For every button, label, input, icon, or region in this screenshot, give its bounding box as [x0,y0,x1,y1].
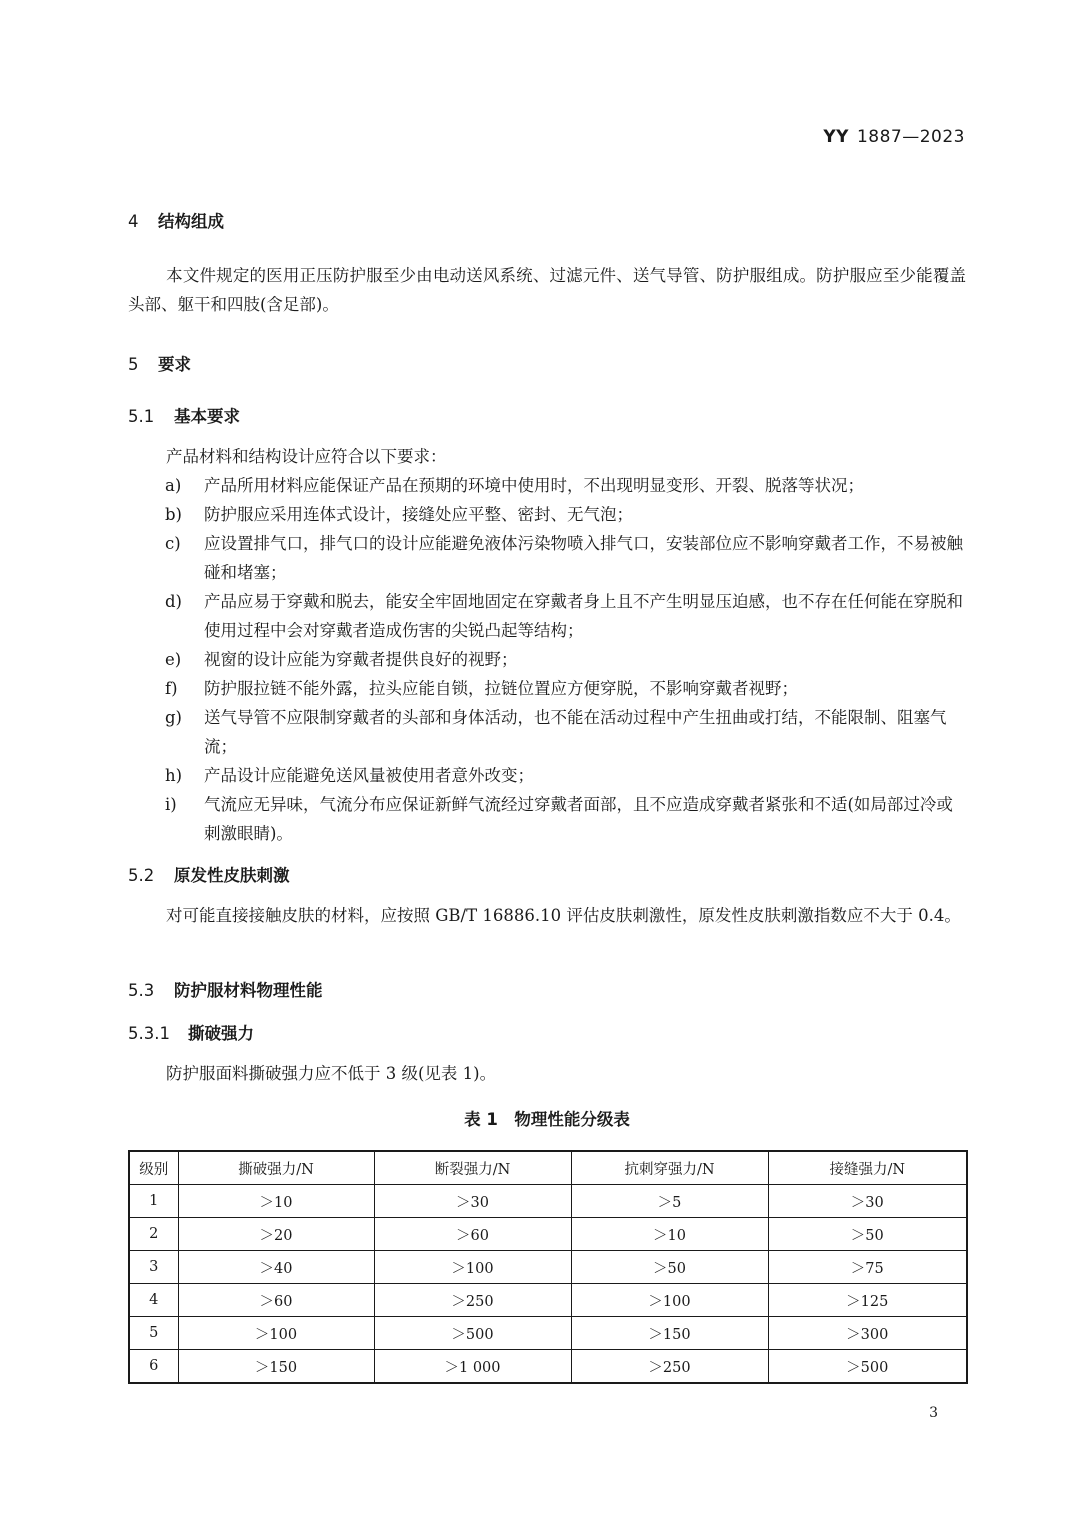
table-cell: ＞30 [768,1185,967,1218]
section-5-3-1-paragraph: 防护服面料撕破强力应不低于 3 级(见表 1)。 [166,1064,497,1083]
table-cell: ＞150 [571,1317,768,1350]
table-cell: ＞300 [768,1317,967,1350]
table-cell: 5 [129,1317,178,1350]
table-cell: ＞250 [571,1350,768,1384]
list-item: b) 防护服应采用连体式设计，接缝处应平整、密封、无气泡； [165,505,633,524]
table-cell: ＞75 [768,1251,967,1284]
column-header: 撕破强力/N [178,1151,374,1185]
list-item: e) 视窗的设计应能为穿戴者提供良好的视野； [165,650,518,669]
table-cell: ＞500 [768,1350,967,1384]
table-cell: ＞50 [768,1218,967,1251]
table-row [129,1317,967,1350]
section-5-3-1-heading: 5.3.1 撕破强力 [128,1024,254,1043]
list-item: d) 产品应易于穿戴和脱去，能安全牢固地固定在穿戴者身上且不产生明显压迫感，也不存在任何能在穿脱和使用过程中会对穿戴者造成伤害的尖锐凸起等结构； [165,592,963,640]
table-cell: ＞100 [571,1284,768,1317]
list-item: c) 应设置排气口，排气口的设计应能避免液体污染物喷入排气口，安装部位应不影响穿戴者工作，不易被触碰和堵塞； [165,534,963,582]
column-header: 抗刺穿强力/N [571,1151,768,1185]
table-cell: ＞500 [374,1317,571,1350]
table-row [129,1251,967,1284]
table-cell: 6 [129,1350,178,1384]
table-cell: ＞1 000 [374,1350,571,1384]
column-header: 接缝强力/N [768,1151,967,1185]
table-cell: ＞100 [374,1251,571,1284]
table-row [129,1185,967,1218]
table-cell: ＞60 [374,1218,571,1251]
page-number: 3 [929,1405,938,1421]
standard-number: 1887—2023 [856,127,965,147]
table-cell: ＞5 [571,1185,768,1218]
table-cell: ＞10 [571,1218,768,1251]
table-cell: ＞100 [178,1317,374,1350]
section-5-1-heading: 5.1 基本要求 [128,407,240,426]
table-cell: ＞10 [178,1185,374,1218]
table-row [129,1218,967,1251]
table-header-row [129,1151,967,1185]
section-4-paragraph: 本文件规定的医用正压防护服至少由电动送风系统、过滤元件、送气导管、防护服组成。防护服应至少能覆盖头部、躯干和四肢(含足部)。 [128,266,966,314]
table-cell: 2 [129,1218,178,1251]
list-item: f) 防护服拉链不能外露，拉头应能自锁，拉链位置应方便穿脱，不影响穿戴者视野； [165,679,798,698]
table-cell: 4 [129,1284,178,1317]
table-row [129,1284,967,1317]
table-cell: ＞50 [571,1251,768,1284]
section-5-2-heading: 5.2 原发性皮肤刺激 [128,866,290,885]
table-cell: ＞20 [178,1218,374,1251]
table-cell: ＞30 [374,1185,571,1218]
list-item: g) 送气导管不应限制穿戴者的头部和身体活动，也不能在活动过程中产生扭曲或打结，不能限制、阻塞气流； [165,708,947,756]
section-5-1-intro: 产品材料和结构设计应符合以下要求： [166,447,447,466]
section-5-2-paragraph: 对可能直接接触皮肤的材料，应按照 GB/T 16886.10 评估皮肤刺激性，原发性皮肤刺激指数应不大于 0.4。 [166,906,961,925]
table-cell: 1 [129,1185,178,1218]
column-header: 级别 [129,1151,178,1185]
column-header: 断裂强力/N [374,1151,571,1185]
physical-performance-table [128,1150,968,1384]
list-item: i) 气流应无异味，气流分布应保证新鲜气流经过穿戴者面部，且不应造成穿戴者紧张和不适(如局部过冷或刺激眼睛)。 [165,795,953,843]
table-cell: ＞40 [178,1251,374,1284]
section-5-3-heading: 5.3 防护服材料物理性能 [128,981,323,1000]
section-5-heading: 5 要求 [128,355,191,374]
table-cell: ＞125 [768,1284,967,1317]
table-row [129,1350,967,1384]
section-4-heading: 4 结构组成 [128,212,224,231]
table-cell: ＞250 [374,1284,571,1317]
table-caption: 表 1 物理性能分级表 [464,1110,630,1129]
table-cell: ＞150 [178,1350,374,1384]
list-item: h) 产品设计应能避免送风量被使用者意外改变； [165,766,534,785]
list-item: a) 产品所用材料应能保证产品在预期的环境中使用时，不出现明显变形、开裂、脱落等状况； [165,476,864,495]
table-cell: ＞60 [178,1284,374,1317]
standard-code: YY [823,127,849,147]
page-header [823,127,965,147]
table-cell: 3 [129,1251,178,1284]
